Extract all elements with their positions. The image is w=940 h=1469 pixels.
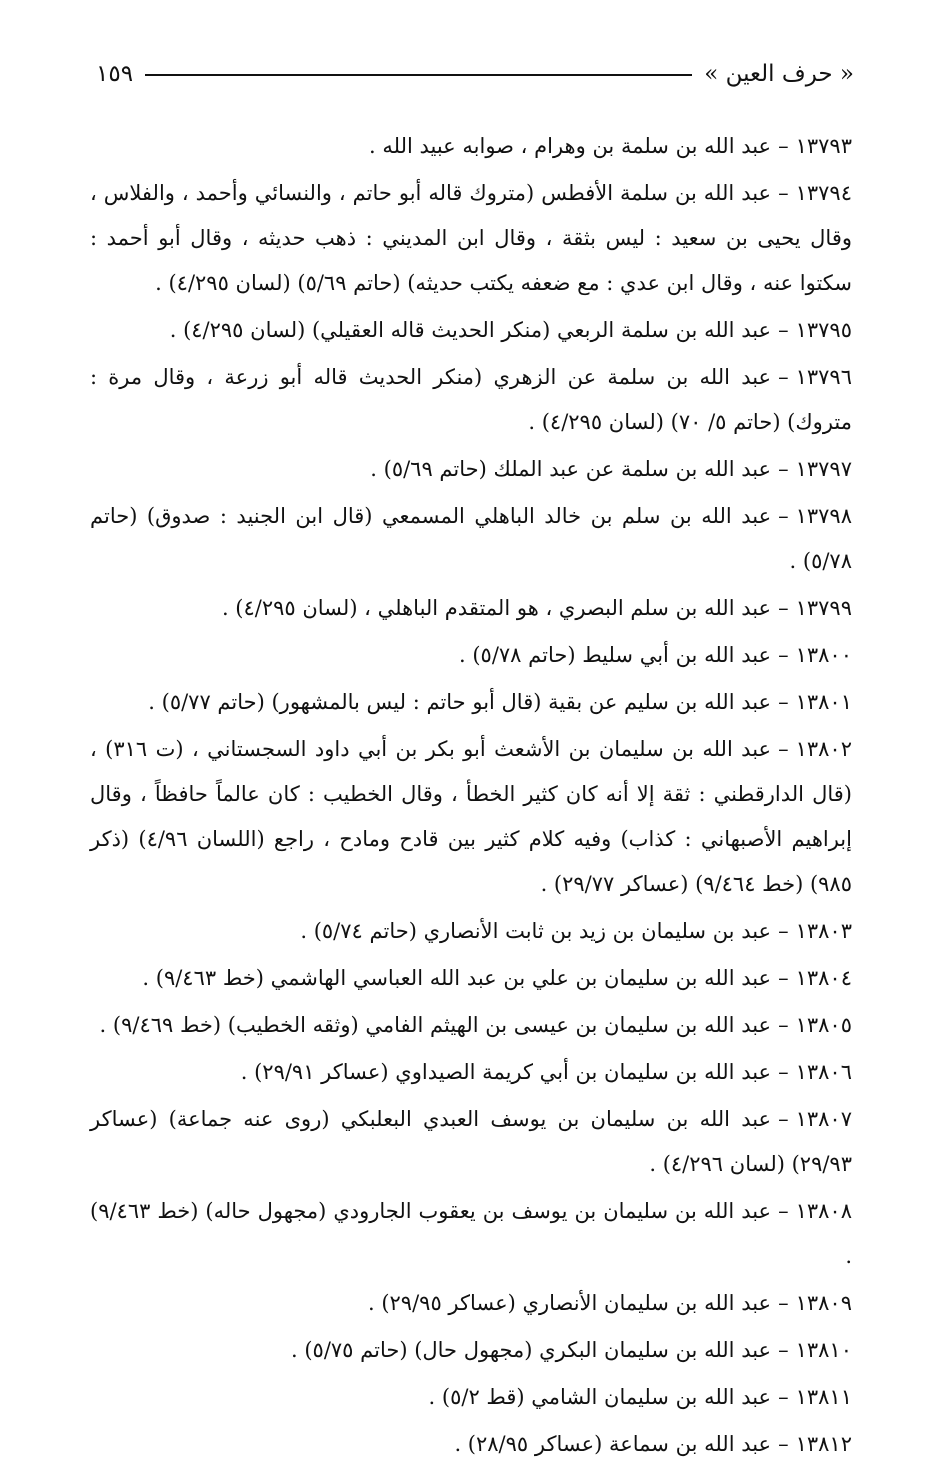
entry-dash: – (778, 737, 789, 761)
header-rule (145, 74, 692, 76)
entry-dash: – (778, 365, 789, 389)
page-header (96, 58, 854, 90)
entry-dash: – (778, 134, 789, 158)
entry-number: ١٣٨٠٦ (795, 1060, 852, 1084)
entry-text: عبد الله بن سليمان بن علي بن عبد الله العباسي الهاشمي (خط ٩/٤٦٣) . (142, 966, 772, 990)
entry-dash: – (778, 966, 789, 990)
entry-dash: – (778, 1432, 789, 1456)
entry-text: عبد الله بن سلم بن خالد الباهلي المسمعي (قال ابن الجنيد : صدوق) (حاتم ٥/٧٨) . (90, 504, 852, 573)
entry-text: عبد الله بن سلمة عن الزهري (منكر الحديث قاله أبو زرعة ، وقال مرة : متروك) (حاتم ٥/ ٧٠) (لسان ٤/٢٩٥) . (90, 365, 852, 434)
entry-13802 (90, 727, 852, 907)
entry-13809 (90, 1281, 852, 1326)
entry-13804 (90, 956, 852, 1001)
entry-number: ١٣٨١١ (795, 1385, 852, 1409)
entry-dash: – (778, 1338, 789, 1362)
entry-dash: – (778, 919, 789, 943)
entry-text: عبد الله بن سليمان الأنصاري (عساكر ٢٩/٩٥) . (367, 1291, 772, 1315)
entry-text: عبد الله بن سلمة الأفطس (متروك قاله أبو حاتم ، والنسائي وأحمد ، والفلاس ، وقال يحيى بن سعيد : ليس بثقة ، وقال ابن المديني : ذهب حديثه ، وقال أبو أحمد : سكتوا عنه ، وقال ابن عدي : مع ضعفه يكتب حديثه) (حاتم ٥/٦٩) (لسان ٤/٢٩٥) . (90, 181, 852, 295)
entry-text: عبد الله بن سليمان بن يوسف بن يعقوب الجارودي (مجهول حاله) (خط ٩/٤٦٣) . (90, 1199, 852, 1268)
entry-text: عبد الله بن سليمان بن يوسف العبدي البعلبكي (روى عنه جماعة) (عساكر ٢٩/٩٣) (لسان ٤/٢٩٦) . (90, 1107, 852, 1176)
entry-13800 (90, 633, 852, 678)
entry-text: عبد الله بن سلم البصري ، هو المتقدم الباهلي ، (لسان ٤/٢٩٥) . (221, 596, 772, 620)
entry-dash: – (778, 643, 789, 667)
entry-text: عبد بن سليمان بن زيد بن ثابت الأنصاري (حاتم ٥/٧٤) . (300, 919, 772, 943)
entry-13806 (90, 1050, 852, 1095)
entry-number: ١٣٧٩٣ (795, 134, 852, 158)
entry-13808 (90, 1189, 852, 1279)
entry-13794 (90, 171, 852, 306)
entry-number: ١٣٧٩٧ (795, 457, 852, 481)
entry-number: ١٣٨٠١ (795, 690, 852, 714)
entry-13812 (90, 1422, 852, 1467)
running-head: « حرف العين » (704, 61, 854, 87)
entry-13805 (90, 1003, 852, 1048)
entry-13803 (90, 909, 852, 954)
entry-13801 (90, 680, 852, 725)
entry-number: ١٣٧٩٥ (795, 318, 852, 342)
entry-dash: – (778, 1291, 789, 1315)
entry-number: ١٣٨٠٨ (795, 1199, 852, 1223)
entry-number: ١٣٧٩٦ (795, 365, 852, 389)
entry-number: ١٣٨٠٣ (795, 919, 852, 943)
entry-text: عبد الله بن سلمة بن وهرام ، صوابه عبيد الله . (369, 134, 772, 158)
entry-dash: – (778, 318, 789, 342)
entry-number: ١٣٨٠٥ (795, 1013, 852, 1037)
entry-text: عبد الله بن سليم عن بقية (قال أبو حاتم : ليس بالمشهور) (حاتم ٥/٧٧) . (148, 690, 772, 714)
entry-13793 (90, 124, 852, 169)
entry-text: عبد الله بن سماعة (عساكر ٢٨/٩٥) . (454, 1432, 772, 1456)
entry-dash: – (778, 1199, 789, 1223)
entry-text: عبد الله بن سليمان بن أبي كريمة الصيداوي (عساكر ٢٩/٩١) . (240, 1060, 772, 1084)
entry-13797 (90, 447, 852, 492)
entry-dash: – (778, 504, 789, 528)
entry-text: عبد الله بن سليمان بن عيسى بن الهيثم الفامي (وثقه الخطيب) (خط ٩/٤٦٩) . (99, 1013, 772, 1037)
entry-text: عبد الله بن سليمان الشامي (قط ٥/٢) . (428, 1385, 772, 1409)
entry-13798 (90, 494, 852, 584)
entry-number: ١٣٨٠٩ (795, 1291, 852, 1315)
entry-number: ١٣٧٩٤ (795, 181, 852, 205)
entry-number: ١٣٧٩٨ (795, 504, 852, 528)
entry-dash: – (778, 1107, 789, 1131)
entry-dash: – (778, 1060, 789, 1084)
entry-number: ١٣٨٠٤ (795, 966, 852, 990)
page-number: ١٥٩ (96, 61, 134, 87)
entry-dash: – (778, 1013, 789, 1037)
entry-list (90, 124, 852, 1469)
entry-13799 (90, 586, 852, 631)
entry-text: عبد الله بن سليمان بن الأشعث أبو بكر بن أبي داود السجستاني ، (ت ٣١٦) ، (قال الدارقطني : ثقة إلا أنه كان كثير الخطأ ، وقال الخطيب : كان عالماً حافظاً ، وقال إبراهيم الأصبهاني : كذاب) وفيه كلام كثير بين قادح ومادح ، راجع (اللسان ٤/٩٦) (ذكر ٩٨٥) (خط ٩/٤٦٤) (عساكر ٢٩/٧٧) . (90, 737, 852, 896)
entry-13807 (90, 1097, 852, 1187)
entry-13795 (90, 308, 852, 353)
entry-dash: – (778, 1385, 789, 1409)
entry-dash: – (778, 690, 789, 714)
entry-text: عبد الله بن سليمان البكري (مجهول حال) (حاتم ٥/٧٥) . (291, 1338, 772, 1362)
entry-dash: – (778, 596, 789, 620)
entry-number: ١٣٨١٠ (795, 1338, 852, 1362)
entry-dash: – (778, 457, 789, 481)
entry-number: ١٣٨٠٠ (795, 643, 852, 667)
entry-number: ١٣٨١٢ (795, 1432, 852, 1456)
entry-number: ١٣٨٠٢ (795, 737, 852, 761)
entry-text: عبد الله بن سلمة عن عبد الملك (حاتم ٥/٦٩) . (370, 457, 772, 481)
entry-13796 (90, 355, 852, 445)
entry-number: ١٣٨٠٧ (795, 1107, 852, 1131)
entry-number: ١٣٧٩٩ (795, 596, 852, 620)
entry-text: عبد الله بن سلمة الربعي (منكر الحديث قاله العقيلي) (لسان ٤/٢٩٥) . (169, 318, 772, 342)
entry-13811 (90, 1375, 852, 1420)
entry-text: عبد الله بن أبي سليط (حاتم ٥/٧٨) . (459, 643, 772, 667)
entry-dash: – (778, 181, 789, 205)
